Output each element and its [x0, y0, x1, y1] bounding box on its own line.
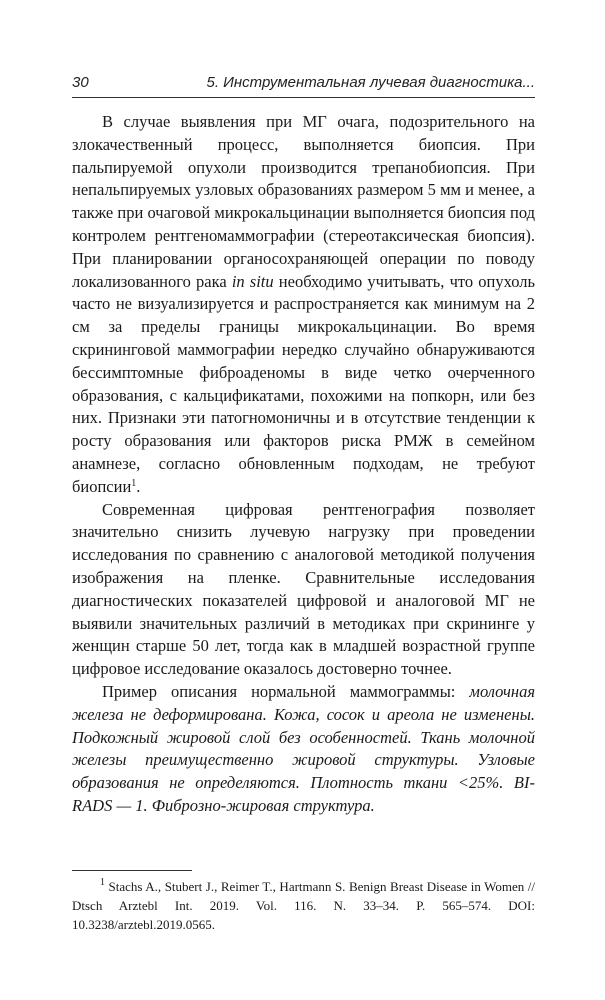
running-header — [72, 74, 535, 96]
paragraph-biopsy — [72, 111, 535, 499]
footnote-text: Stachs A., Stubert J., Reimer T., Hartmann S. Benign Breast Disease in Women // Dtsch Arztebl Int. 2019. Vol. 116. N. 33–34. P. 565–574. DOI: 10.3238/arztebl.2019.0565. — [72, 879, 535, 932]
paragraph-digital: Современная цифровая рентгенография позволяет значительно снизить лучевую нагрузку при проведении исследования по сравнению с аналоговой методикой получения изображения на пленке. Сравнительные исследования диагностических показателей цифровой и аналоговой МГ не выявили значительных различий в методиках при скрининге у женщин старше 50 лет, тогда как в младшей возрастной группе цифровое исследование оказалось достоверно точнее. — [72, 499, 535, 679]
footnote-reference: 1 — [131, 477, 137, 489]
example-lead: Пример описания нормальной маммограммы: — [102, 681, 470, 701]
footnote-rule — [72, 870, 192, 871]
paragraph-example — [72, 681, 535, 818]
chapter-title: 5. Инструментальная лучевая диагностика... — [206, 74, 535, 91]
page-number: 30 — [72, 74, 89, 91]
paragraph-biopsy-text-b: необходимо учитывать, что опухоль часто не визуализируется и распространяется как минимум на 2 см за пределы границы микрокальцинации. Во время скрининговой маммографии нередко случайно обнаруживаются бессимптомные фиброаденомы в виде четко очерченного образования, с кальцификатами, похожими на попкорн, или без них. Признаки эти патогномоничны и в отсутствие тенденции к росту образования или факторов риска РМЖ в семейном анамнезе, согласно обновленным подходам, не требуют биопсии — [72, 271, 536, 496]
in-situ-term: in situ — [231, 271, 274, 291]
main-text — [72, 111, 535, 818]
footnote-marker: 1 — [100, 877, 105, 888]
paragraph-biopsy-end: . — [136, 476, 141, 496]
footnote — [72, 877, 535, 934]
example-description: молочная железа не деформирована. Кожа, сосок и ареола не изменены. Подкожный жировой слой без особенностей. Ткань молочной железы преимущественно жировой структуры. Узловые образования не определяются. Плотность ткани <25%. BI-RADS — 1. Фиброзно-жировая структура. — [72, 681, 535, 815]
header-rule — [72, 97, 535, 98]
paragraph-biopsy-text-a: В случае выявления при МГ очага, подозрительного на злокачественный процесс, выполняется биопсия. При пальпируемой опухоли производится трепанобиопсия. При непальпируемых узловых образованиях размером 5 мм и менее, а также при очаговой микрокальцинации выполняется биопсия под контролем рентгеномаммографии (стереотаксическая биопсия). При планировании органосохраняющей операции по поводу локализованного рака — [72, 112, 535, 291]
